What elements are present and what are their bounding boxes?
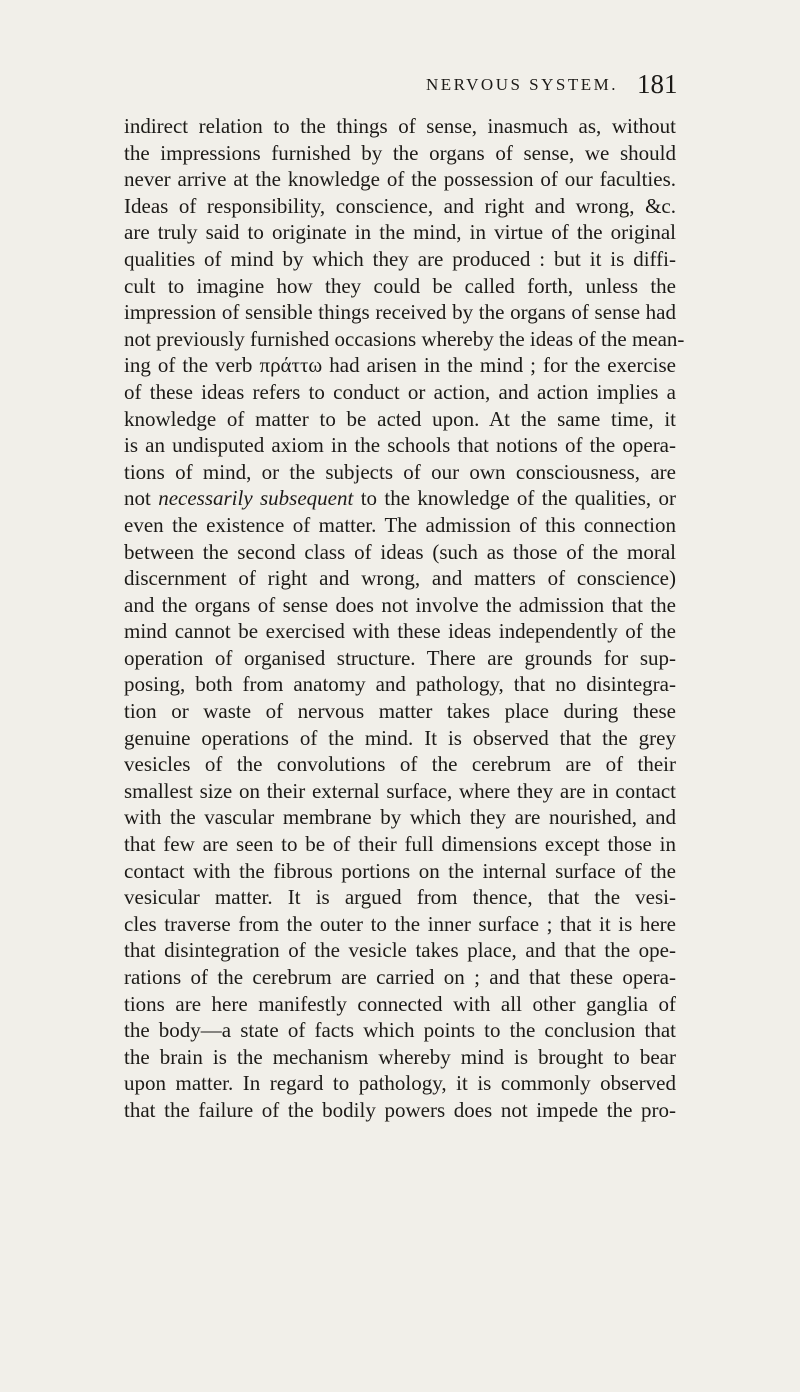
italic-phrase: necessarily subsequent [158,486,354,511]
text-line-tail: to the knowledge of the qualities, or [353,486,676,511]
text-line: indirect relation to the things of sense, inasmuch as, without [124,114,676,138]
text-line: not previously furnished occasions whereby the ideas of the mean- [124,326,685,351]
text-line: Ideas of responsibility, conscience, and right and wrong, &c. [124,193,676,218]
text-line: that disintegration of the vesicle takes place, and that the ope- [124,938,676,963]
text-line: smallest size on their external surface, where they are in contact [124,778,676,803]
text-line: tions of mind, or the subjects of our own consciousness, are [124,459,676,484]
text-line: tion or waste of nervous matter takes place during these [124,699,676,724]
text-line-with-italic [124,485,676,512]
text-line: cult to imagine how they could be called forth, unless the [124,273,676,298]
text-line: is an undisputed axiom in the schools that notions of the opera- [124,433,676,458]
text-line: upon matter. In regard to pathology, it is commonly observed [124,1071,676,1096]
text-line: vesicular matter. It is argued from thence, that the vesi- [124,885,676,910]
text-line: of these ideas refers to conduct or action, and action implies a [124,379,676,404]
text-line: knowledge of matter to be acted upon. At the same time, it [124,406,676,431]
running-title: NERVOUS SYSTEM. [426,75,618,94]
text-line-head: not [124,486,159,511]
text-line: are truly said to originate in the mind, in virtue of the original [124,220,676,245]
text-line: tions are here manifestly connected with all other ganglia of [124,991,676,1016]
text-line: contact with the fibrous portions on the internal surface of the [124,858,676,883]
text-line: never arrive at the knowledge of the possession of our faculties. [124,167,676,192]
text-line: impression of sensible things received by the organs of sense had [124,300,676,325]
text-line: ing of the verb πράττω had arisen in the mind ; for the exercise [124,353,676,378]
text-line: even the existence of matter. The admission of this connection [124,512,676,537]
text-line: discernment of right and wrong, and matters of conscience) [124,566,676,591]
text-line: the body—a state of facts which points to the conclusion that [124,1018,676,1043]
text-line: and the organs of sense does not involve the admission that the [124,592,676,617]
text-line: that few are seen to be of their full dimensions except those in [124,832,676,857]
text-line: operation of organised structure. There are grounds for sup- [124,645,676,670]
body-paragraph [124,113,685,1124]
text-line: cles traverse from the outer to the inner surface ; that it is here [124,911,676,936]
text-line: qualities of mind by which they are produced : but it is diffi- [124,246,676,271]
text-line: vesicles of the convolutions of the cerebrum are of their [124,752,676,777]
text-line: posing, both from anatomy and pathology, that no disintegra- [124,672,676,697]
text-line: with the vascular membrane by which they are nourished, and [124,805,676,830]
text-line: mind cannot be exercised with these ideas independently of the [124,619,676,644]
text-line: the impressions furnished by the organs of sense, we should [124,140,676,165]
page-number: 181 [637,69,678,99]
text-line: that the failure of the bodily powers does not impede the pro- [124,1097,676,1122]
text-line: the brain is the mechanism whereby mind is brought to bear [124,1044,676,1069]
text-line: between the second class of ideas (such as those of the moral [124,539,676,564]
text-line: rations of the cerebrum are carried on ; and that these opera- [124,965,676,989]
text-line: genuine operations of the mind. It is observed that the grey [124,725,676,750]
running-head [0,69,800,99]
